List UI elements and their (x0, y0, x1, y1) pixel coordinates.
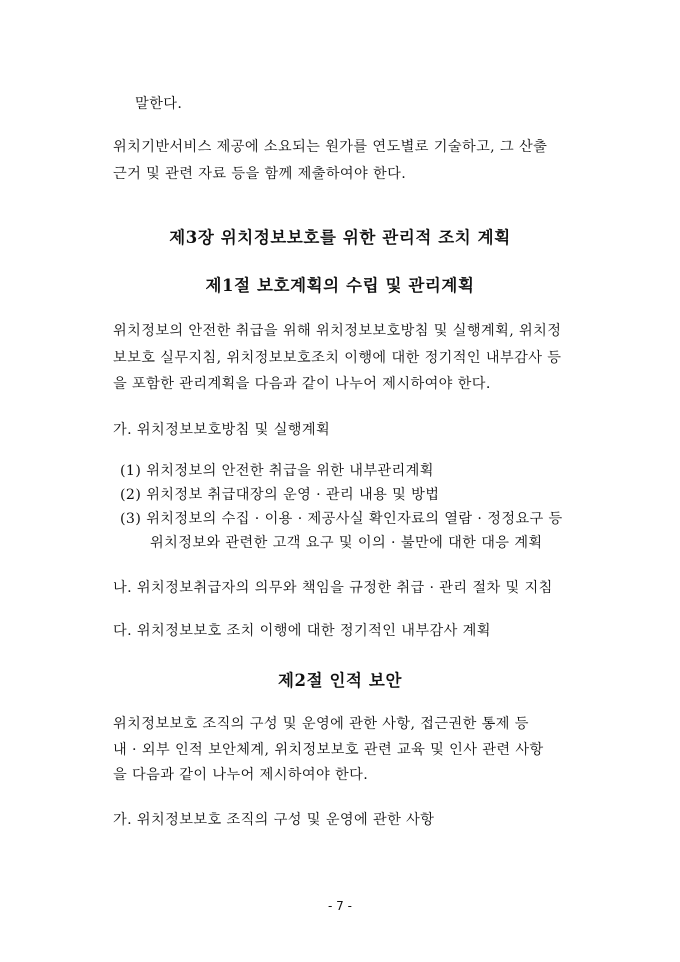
section2-paragraph-line-3: 을 다음과 같이 나누어 제시하여야 한다. (113, 767, 369, 783)
cost-paragraph-line-1: 위치기반서비스 제공에 소요되는 원가를 연도별로 기술하고, 그 산출 (113, 139, 548, 155)
intro-line: 말한다. (135, 96, 183, 112)
subitem-1: (1) 위치정보의 안전한 취급을 위한 내부관리계획 (120, 463, 434, 479)
subitem-3: (3) 위치정보의 수집 · 이용 · 제공사실 확인자료의 열람 · 정정요구 등 (120, 511, 563, 527)
section1-item-ga: 가. 위치정보보호방침 및 실행계획 (113, 422, 331, 438)
section1-paragraph-line-3: 을 포함한 관리계획을 다음과 같이 나누어 제시하여야 한다. (113, 376, 491, 392)
subitem-3-continuation: 위치정보와 관련한 고객 요구 및 이의 · 불만에 대한 대응 계획 (150, 535, 543, 551)
section1-paragraph-line-1: 위치정보의 안전한 취급을 위해 위치정보보호방침 및 실행계획, 위치정 (113, 323, 562, 339)
section2-paragraph-line-1: 위치정보보호 조직의 구성 및 운영에 관한 사항, 접근권한 통제 등 (113, 716, 529, 732)
section2-paragraph-line-2: 내 · 외부 인적 보안체계, 위치정보보호 관련 교육 및 인사 관련 사항 (113, 742, 544, 758)
section1-item-da: 다. 위치정보보호 조치 이행에 대한 정기적인 내부감사 계획 (113, 623, 491, 639)
section2-item-ga: 가. 위치정보보호 조직의 구성 및 운영에 관한 사항 (113, 812, 435, 828)
subitem-2: (2) 위치정보 취급대장의 운영 · 관리 내용 및 방법 (120, 487, 440, 503)
section1-item-na: 나. 위치정보취급자의 의무와 책임을 규정한 취급 · 관리 절차 및 지침 (113, 580, 553, 596)
section1-title: 제1절 보호계획의 수립 및 관리계획 (205, 276, 475, 295)
page-number: - 7 - (328, 899, 352, 913)
section2-title: 제2절 인적 보안 (277, 671, 402, 690)
section1-paragraph-line-2: 보보호 실무지침, 위치정보보호조치 이행에 대한 정기적인 내부감사 등 (113, 350, 562, 366)
chapter-title: 제3장 위치정보보호를 위한 관리적 조치 계획 (169, 228, 511, 247)
cost-paragraph-line-2: 근거 및 관련 자료 등을 함께 제출하여야 한다. (113, 166, 407, 182)
